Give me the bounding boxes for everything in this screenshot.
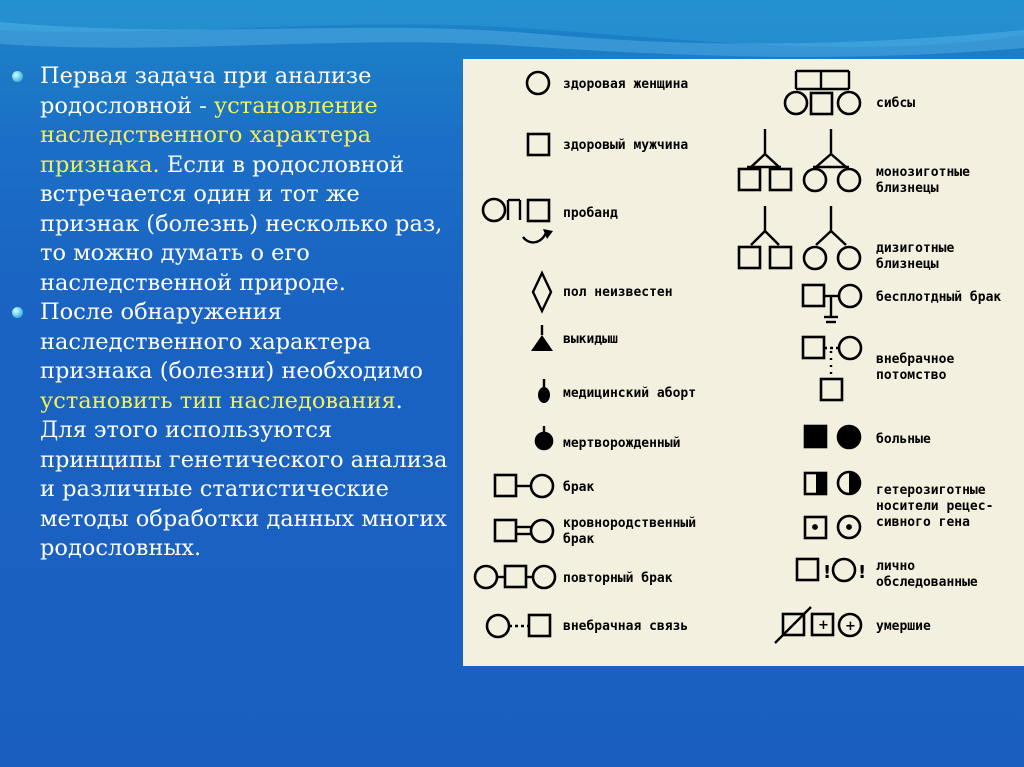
bullet-paragraph — [8, 62, 448, 298]
healthy-woman-symbol — [527, 72, 688, 94]
carrier-dot-symbol — [805, 516, 860, 538]
legend-label: повторный брак — [563, 571, 673, 586]
legend-label: близнецы — [876, 181, 939, 196]
legend-label: потомство — [876, 368, 947, 383]
legend-label: монозиготные — [876, 165, 970, 180]
heterozygous-carriers-symbol — [805, 472, 993, 530]
legend-label: внебрачная связь — [563, 619, 689, 634]
legend-label: мертворожденный — [563, 436, 681, 451]
svg-text:+: + — [818, 618, 829, 633]
legend-label: пробанд — [563, 206, 618, 221]
legend-label: здоровая женщина — [563, 77, 689, 92]
medical-abortion-symbol — [538, 379, 696, 403]
svg-text:+: + — [845, 619, 856, 634]
monozygotic-twins-symbol — [739, 129, 970, 196]
affected-symbol — [805, 426, 931, 448]
legend-label: брак — [563, 532, 595, 547]
svg-text:!: ! — [823, 562, 832, 583]
paragraph-text: Первая задача при анализе родословной - — [40, 63, 372, 119]
highlighted-text: установление наследственного характера признака. — [40, 92, 378, 178]
bullet-icon — [12, 71, 23, 82]
legend-label: обследованные — [876, 575, 978, 590]
consanguineous-marriage-symbol — [495, 516, 696, 547]
pedigree-legend-panel — [463, 59, 1024, 666]
extramarital-offspring-symbol — [803, 337, 954, 400]
legend-label: медицинский аборт — [563, 386, 697, 401]
pedigree-symbols-figure — [463, 59, 1024, 666]
svg-text:!: ! — [858, 562, 867, 583]
legend-label: брак — [563, 480, 595, 495]
healthy-man-symbol — [528, 134, 688, 155]
proband-symbol — [483, 199, 618, 242]
paragraph-text: Если в родословной встречается один и тот же признак (болезнь) несколько раз, то можно думать о его наследственной природе. — [40, 151, 443, 296]
legend-label: выкидыш — [563, 332, 618, 347]
paragraph-text: После обнаружения наследственного характера признака (болезни) необходимо — [40, 299, 423, 384]
remarriage-symbol — [475, 566, 673, 588]
deceased-symbol — [775, 607, 931, 643]
childless-marriage-symbol — [803, 285, 1001, 322]
paragraph-text: . Для этого используются принципы генетического анализа и различные статистические методы обработки данных многих родословных. — [40, 387, 448, 561]
legend-label: сибсы — [876, 96, 916, 111]
miscarriage-symbol — [531, 325, 618, 351]
legend-label: бесплотдный брак — [876, 290, 1002, 305]
sex-unknown-symbol — [533, 273, 673, 311]
dizygotic-twins-symbol — [739, 206, 954, 272]
legend-label: дизиготные — [876, 241, 955, 256]
legend-label: внебрачное — [876, 352, 955, 367]
examined-symbol — [797, 559, 978, 590]
stillborn-symbol — [536, 426, 680, 451]
highlighted-text: установить тип наследования — [40, 387, 396, 414]
legend-label: пол неизвестен — [563, 285, 673, 300]
legend-label: близнецы — [876, 257, 939, 272]
marriage-symbol — [495, 475, 594, 497]
legend-label: носители рецес- — [876, 499, 994, 514]
legend-label: здоровый мужчина — [563, 138, 689, 153]
legend-label: гетерозиготные — [876, 483, 986, 498]
slide-text — [8, 62, 448, 564]
legend-label: больные — [876, 432, 931, 447]
legend-label: лично — [876, 559, 916, 574]
legend-label: сивного гена — [876, 515, 970, 530]
bullet-paragraph — [8, 298, 448, 564]
extramarital-symbol — [487, 615, 688, 637]
legend-label: кровнородственный — [563, 516, 697, 531]
legend-label: умершие — [876, 619, 931, 634]
bullet-icon — [12, 307, 23, 318]
siblings-symbol — [785, 71, 915, 114]
